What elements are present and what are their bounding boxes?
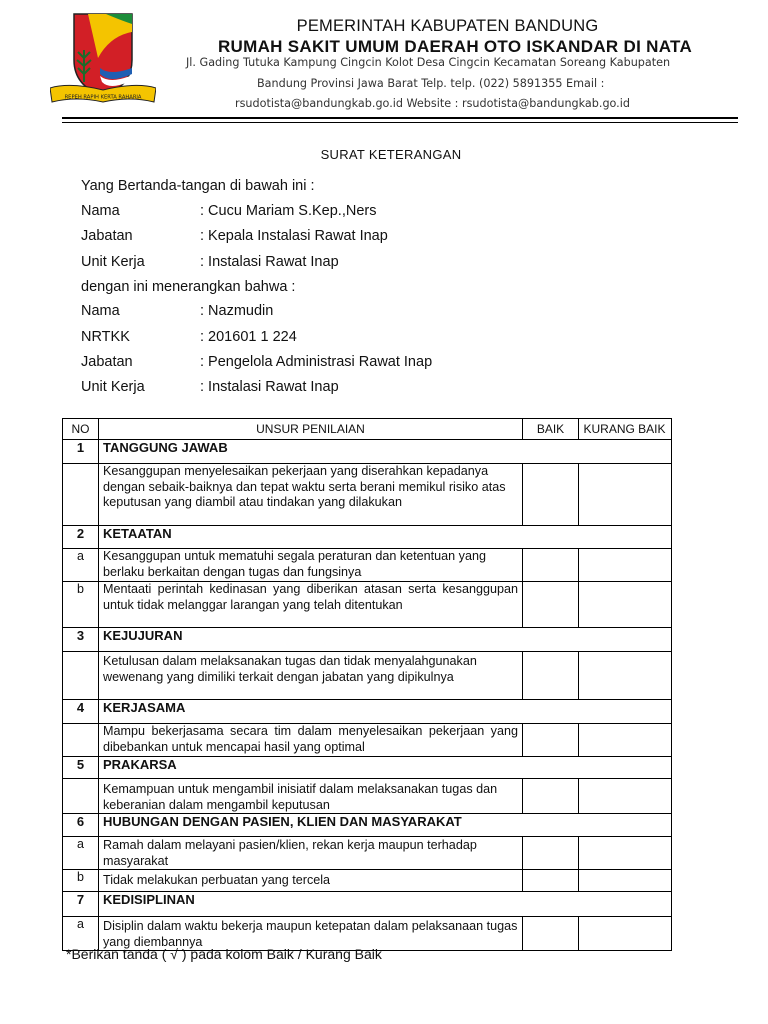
section-number: 6 bbox=[63, 814, 99, 837]
section-title: PRAKARSA bbox=[99, 757, 672, 779]
subject-position-value: : Pengelola Administrasi Rawat Inap bbox=[200, 354, 433, 370]
signer-unit-value: : Instalasi Rawat Inap bbox=[200, 254, 339, 270]
subject-unit-value: : Instalasi Rawat Inap bbox=[200, 379, 339, 395]
item-label bbox=[63, 779, 99, 814]
section-number: 7 bbox=[63, 892, 99, 917]
section-number: 4 bbox=[63, 700, 99, 724]
good-checkbox-cell[interactable] bbox=[523, 582, 579, 628]
item-text: Ramah dalam melayani pasien/klien, rekan kerja maupun terhadap masyarakat bbox=[99, 837, 523, 870]
svg-text:REPEH RAPIH KERTA RAHARJA: REPEH RAPIH KERTA RAHARJA bbox=[64, 94, 142, 101]
good-checkbox-cell[interactable] bbox=[523, 724, 579, 757]
header-government-line: PEMERINTAH KABUPATEN BANDUNG bbox=[296, 17, 599, 35]
criteria-row bbox=[63, 464, 672, 526]
poor-checkbox-cell[interactable] bbox=[579, 582, 672, 628]
section-title: HUBUNGAN DENGAN PASIEN, KLIEN DAN MASYARAKAT bbox=[99, 814, 672, 837]
item-text: Disiplin dalam waktu bekerja maupun ketepatan dalam pelaksanaan tugas yang diembannya bbox=[99, 917, 523, 951]
subject-nrtkk-label: NRTKK bbox=[81, 329, 130, 345]
good-checkbox-cell[interactable] bbox=[523, 549, 579, 582]
signer-name-value: : Cucu Mariam S.Kep.,Ners bbox=[200, 203, 377, 219]
subject-position-label: Jabatan bbox=[81, 354, 133, 370]
header-address-line-3: rsudotista@bandungkab.go.id Website : rsudotista@bandungkab.go.id bbox=[235, 97, 630, 110]
poor-checkbox-cell[interactable] bbox=[579, 779, 672, 814]
item-label: a bbox=[63, 837, 99, 870]
item-label bbox=[63, 724, 99, 757]
section-title: TANGGUNG JAWAB bbox=[99, 440, 672, 464]
good-checkbox-cell[interactable] bbox=[523, 917, 579, 951]
item-label: a bbox=[63, 917, 99, 951]
footnote-instruction: *Berikan tanda ( √ ) pada kolom Baik / Kurang Baik bbox=[66, 946, 382, 962]
evaluation-table bbox=[62, 418, 672, 951]
subject-unit-label: Unit Kerja bbox=[81, 379, 145, 395]
item-label: b bbox=[63, 582, 99, 628]
signer-position-label: Jabatan bbox=[81, 228, 133, 244]
item-label: b bbox=[63, 870, 99, 892]
item-text: Kemampuan untuk mengambil inisiatif dalam melaksanakan tugas dan keberanian dalam mengambil keputusan bbox=[99, 779, 523, 814]
criteria-row bbox=[63, 837, 672, 870]
poor-checkbox-cell[interactable] bbox=[579, 652, 672, 700]
item-label bbox=[63, 652, 99, 700]
intro-text: Yang Bertanda-tangan di bawah ini : bbox=[81, 178, 315, 194]
item-text: Mentaati perintah kedinasan yang diberikan atasan serta kesanggupan untuk tidak melanggar larangan yang telah ditentukan bbox=[99, 582, 523, 628]
section-title: KETAATAN bbox=[99, 526, 672, 549]
section-row bbox=[63, 440, 672, 464]
good-checkbox-cell[interactable] bbox=[523, 652, 579, 700]
section-row bbox=[63, 892, 672, 917]
poor-checkbox-cell[interactable] bbox=[579, 917, 672, 951]
col-header-poor: KURANG BAIK bbox=[579, 419, 672, 440]
section-row bbox=[63, 814, 672, 837]
section-row bbox=[63, 526, 672, 549]
criteria-row bbox=[63, 870, 672, 892]
subject-name-label: Nama bbox=[81, 303, 120, 319]
signer-position-value: : Kepala Instalasi Rawat Inap bbox=[200, 228, 388, 244]
item-text: Ketulusan dalam melaksanakan tugas dan tidak menyalahgunakan wewenang yang dimiliki terkait dengan jabatan yang dipikulnya bbox=[99, 652, 523, 700]
item-label: a bbox=[63, 549, 99, 582]
criteria-row bbox=[63, 582, 672, 628]
subject-name-value: : Nazmudin bbox=[200, 303, 274, 319]
subject-nrtkk-value: : 201601 1 224 bbox=[200, 329, 297, 345]
header-divider-thin bbox=[62, 122, 738, 123]
good-checkbox-cell[interactable] bbox=[523, 464, 579, 526]
header-address-line-2: Bandung Provinsi Jawa Barat Telp. telp. (022) 5891355 Email : bbox=[257, 77, 605, 90]
poor-checkbox-cell[interactable] bbox=[579, 870, 672, 892]
header-address-line-1: Jl. Gading Tutuka Kampung Cingcin Kolot Desa Cingcin Kecamatan Soreang Kabupaten bbox=[186, 56, 671, 69]
good-checkbox-cell[interactable] bbox=[523, 870, 579, 892]
section-title: KERJASAMA bbox=[99, 700, 672, 724]
criteria-row bbox=[63, 724, 672, 757]
col-header-criteria: UNSUR PENILAIAN bbox=[99, 419, 523, 440]
document-title: SURAT KETERANGAN bbox=[320, 147, 462, 162]
poor-checkbox-cell[interactable] bbox=[579, 464, 672, 526]
item-text: Tidak melakukan perbuatan yang tercela bbox=[99, 870, 523, 892]
section-title: KEDISIPLINAN bbox=[99, 892, 672, 917]
poor-checkbox-cell[interactable] bbox=[579, 549, 672, 582]
item-text: Mampu bekerjasama secara tim dalam menyelesaikan pekerjaan yang dibebankan untuk mencapai hasil yang optimal bbox=[99, 724, 523, 757]
section-row bbox=[63, 700, 672, 724]
signer-name-label: Nama bbox=[81, 203, 120, 219]
good-checkbox-cell[interactable] bbox=[523, 779, 579, 814]
signer-unit-label: Unit Kerja bbox=[81, 254, 145, 270]
criteria-row bbox=[63, 549, 672, 582]
poor-checkbox-cell[interactable] bbox=[579, 837, 672, 870]
poor-checkbox-cell[interactable] bbox=[579, 724, 672, 757]
item-label bbox=[63, 464, 99, 526]
table-header-row bbox=[63, 419, 672, 440]
header-divider-thick bbox=[62, 117, 738, 119]
section-row bbox=[63, 757, 672, 779]
item-text: Kesanggupan menyelesaikan pekerjaan yang diserahkan kepadanya dengan sebaik-baiknya dan tepat waktu serta berani memikul risiko atas keputusan yang diambil atau tindakan yang dilakukan bbox=[99, 464, 523, 526]
item-text: Kesanggupan untuk mematuhi segala peraturan dan ketentuan yang berlaku berkaitan dengan tugas dan fungsinya bbox=[99, 549, 523, 582]
section-number: 1 bbox=[63, 440, 99, 464]
col-header-good: BAIK bbox=[523, 419, 579, 440]
criteria-row bbox=[63, 779, 672, 814]
statement-text: dengan ini menerangkan bahwa : bbox=[81, 279, 296, 295]
section-number: 3 bbox=[63, 628, 99, 652]
col-header-no: NO bbox=[63, 419, 99, 440]
header-hospital-name: RUMAH SAKIT UMUM DAERAH OTO ISKANDAR DI NATA bbox=[217, 37, 693, 56]
section-row bbox=[63, 628, 672, 652]
good-checkbox-cell[interactable] bbox=[523, 837, 579, 870]
criteria-row bbox=[63, 652, 672, 700]
section-title: KEJUJURAN bbox=[99, 628, 672, 652]
section-number: 5 bbox=[63, 757, 99, 779]
section-number: 2 bbox=[63, 526, 99, 549]
